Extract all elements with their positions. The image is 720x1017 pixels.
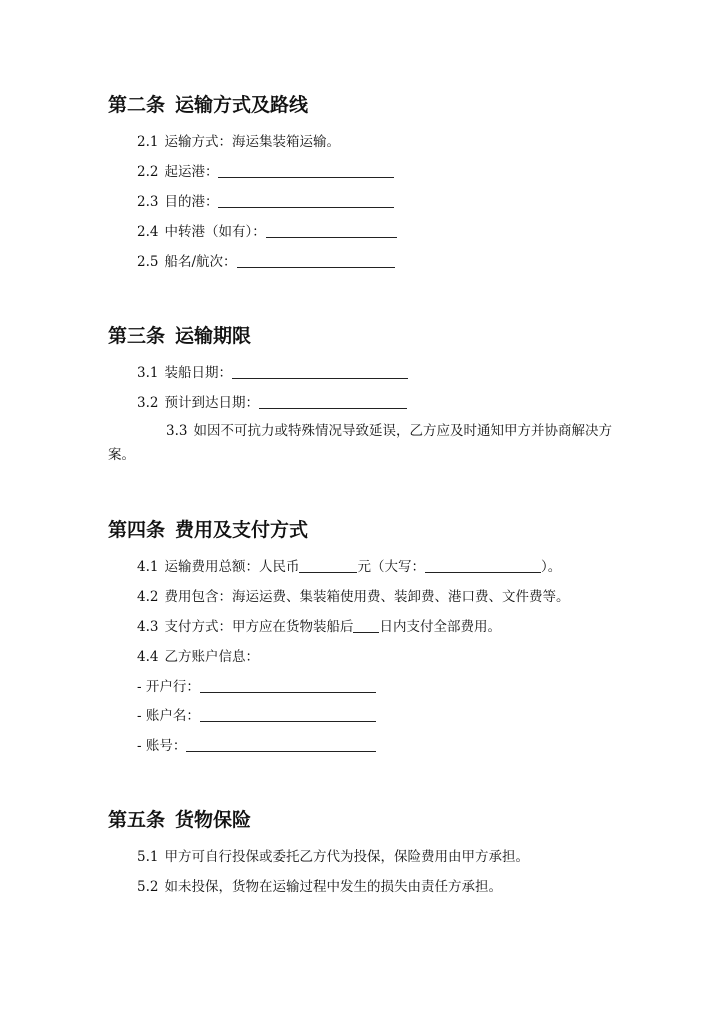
clause-number: 3.1 bbox=[137, 365, 159, 381]
section-title: 货物保险 bbox=[175, 809, 252, 831]
section-heading-2 bbox=[108, 93, 308, 117]
clause-text: 如因不可抗力或特殊情况导致延误，乙方应及时通知甲方并协商解决方案。 bbox=[108, 423, 612, 463]
clause-text: 起运港： bbox=[164, 164, 219, 180]
clause-text-c: ）。 bbox=[540, 559, 562, 575]
payment-days-blank[interactable] bbox=[353, 618, 379, 633]
fee-in-words-blank[interactable] bbox=[425, 558, 541, 573]
clause-text-a: 支付方式：甲方应在货物装船后 bbox=[164, 619, 354, 635]
clause-text: 乙方账户信息： bbox=[164, 649, 259, 665]
clause-text: 目的港： bbox=[164, 194, 219, 210]
account-label: - 账号： bbox=[137, 738, 187, 754]
clause-number: 4.4 bbox=[137, 649, 159, 665]
departure-port-blank[interactable] bbox=[218, 163, 394, 178]
clause-2-1 bbox=[137, 132, 340, 152]
clause-text-b: 元（大写： bbox=[357, 559, 425, 575]
clause-number: 4.2 bbox=[137, 589, 159, 605]
clause-4-3 bbox=[137, 617, 501, 637]
transit-port-blank[interactable] bbox=[266, 223, 397, 238]
clause-3-2 bbox=[137, 393, 407, 413]
clause-2-2 bbox=[137, 162, 394, 182]
clause-text: 费用包含：海运运费、集装箱使用费、装卸费、港口费、文件费等。 bbox=[164, 589, 570, 605]
section-label: 第五条 bbox=[108, 809, 166, 831]
clause-text: 甲方可自行投保或委托乙方代为投保，保险费用由甲方承担。 bbox=[164, 849, 529, 865]
clause-3-3 bbox=[108, 419, 614, 467]
section-title: 运输期限 bbox=[175, 325, 252, 347]
total-fee-blank[interactable] bbox=[299, 558, 357, 573]
section-label: 第二条 bbox=[108, 94, 166, 116]
clause-text: 预计到达日期： bbox=[164, 395, 259, 411]
account-holder bbox=[137, 706, 376, 726]
clause-number: 2.4 bbox=[137, 224, 159, 240]
arrival-date-blank[interactable] bbox=[259, 394, 407, 409]
section-heading-3 bbox=[108, 324, 251, 348]
account-label: - 开户行： bbox=[137, 679, 200, 695]
clause-number: 2.1 bbox=[137, 134, 159, 150]
clause-text: 如未投保，货物在运输过程中发生的损失由责任方承担。 bbox=[164, 879, 502, 895]
vessel-voyage-blank[interactable] bbox=[237, 253, 395, 268]
clause-number: 4.3 bbox=[137, 619, 159, 635]
clause-text-a: 运输费用总额：人民币 bbox=[164, 559, 300, 575]
section-heading-4 bbox=[108, 518, 308, 542]
account-number-blank[interactable] bbox=[186, 737, 376, 752]
bank-name-blank[interactable] bbox=[200, 678, 376, 693]
clause-2-3 bbox=[137, 192, 394, 212]
destination-port-blank[interactable] bbox=[218, 193, 394, 208]
account-label: - 账户名： bbox=[137, 708, 200, 724]
clause-5-1 bbox=[137, 847, 529, 867]
clause-number: 5.1 bbox=[137, 849, 159, 865]
clause-number: 2.2 bbox=[137, 164, 159, 180]
clause-2-5 bbox=[137, 252, 395, 272]
clause-number: 2.3 bbox=[137, 194, 159, 210]
section-title: 费用及支付方式 bbox=[175, 519, 309, 541]
clause-number: 3.2 bbox=[137, 395, 159, 411]
clause-text: 装船日期： bbox=[164, 365, 232, 381]
section-label: 第三条 bbox=[108, 325, 166, 347]
clause-text: 运输方式：海运集装箱运输。 bbox=[164, 134, 340, 150]
account-bank bbox=[137, 677, 376, 697]
section-heading-5 bbox=[108, 808, 251, 832]
section-label: 第四条 bbox=[108, 519, 166, 541]
clause-4-1 bbox=[137, 557, 561, 577]
clause-text: 船名/航次： bbox=[164, 254, 237, 270]
account-number bbox=[137, 736, 376, 756]
account-name-blank[interactable] bbox=[200, 707, 376, 722]
clause-4-4 bbox=[137, 647, 259, 667]
clause-3-1 bbox=[137, 363, 408, 383]
loading-date-blank[interactable] bbox=[232, 364, 408, 379]
clause-number: 4.1 bbox=[137, 559, 159, 575]
clause-number: 3.3 bbox=[166, 423, 188, 439]
clause-number: 5.2 bbox=[137, 879, 159, 895]
section-title: 运输方式及路线 bbox=[175, 94, 309, 116]
clause-number: 2.5 bbox=[137, 254, 159, 270]
clause-text: 中转港（如有）： bbox=[164, 224, 266, 240]
clause-2-4 bbox=[137, 222, 397, 242]
clause-5-2 bbox=[137, 877, 502, 897]
clause-4-2 bbox=[137, 587, 569, 607]
clause-text-b: 日内支付全部费用。 bbox=[379, 619, 501, 635]
